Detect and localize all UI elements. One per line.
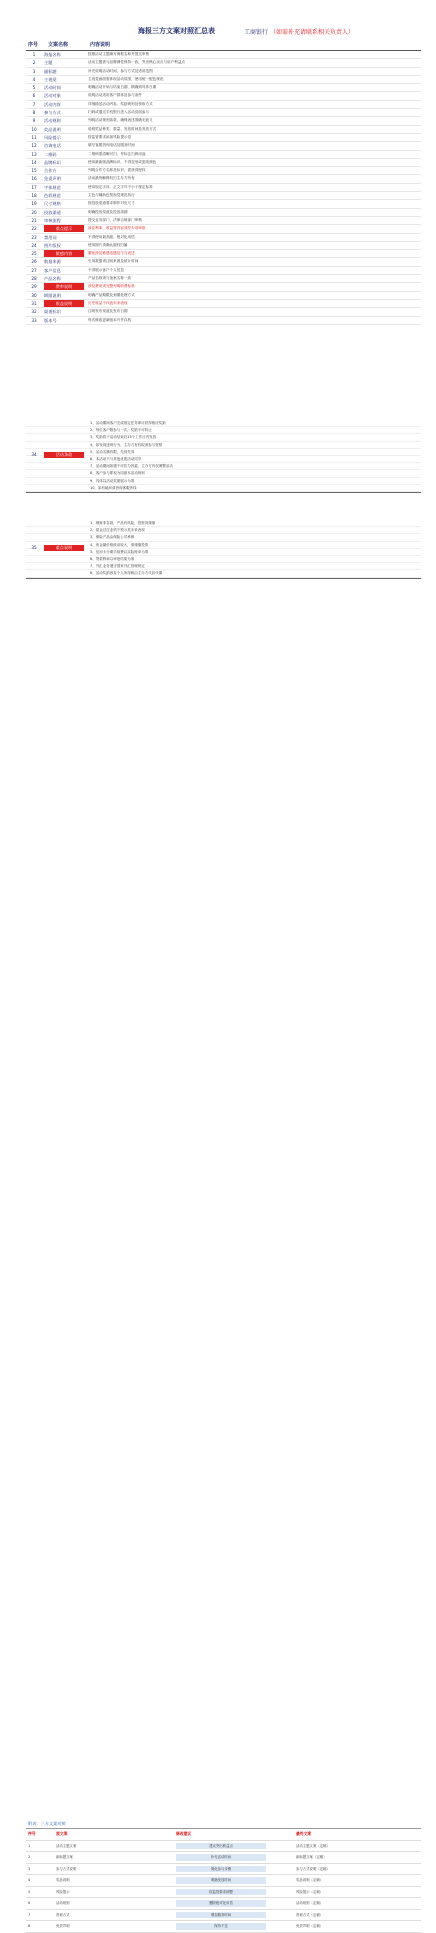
table-row [26,292,421,300]
table-header [26,40,421,51]
row-seq: 28 [31,276,37,282]
row-name: 活动时间 [44,85,61,91]
row-name: 二维码 [44,151,57,157]
row-desc: 主视觉画面需体现活动氛围，使用统一配色规范 [88,76,164,81]
comparison-cell: 副标题文案（定稿） [296,1855,327,1859]
row-seq: 6 [32,93,36,99]
section-bullet: 4、贵金属价格波动较大，请谨慎投资 [26,542,421,549]
section-bullet: 9、具体以活动页面展示为准 [26,478,421,485]
row-desc: 产品名称须与备案名称一致 [88,276,132,281]
row-name: 审核流程 [44,217,61,223]
section-bullet: 2、基金过往业绩不预示其未来表现 [26,527,421,534]
comparison-cell: 奖品说明 [56,1878,70,1882]
row-desc: 使用图片须确认版权归属 [88,242,128,247]
section-bullet: 10、如有疑问请咨询客服热线 [26,485,421,492]
row-seq: 11 [31,134,37,140]
section-block [26,420,421,492]
section-seq: 35 [31,544,37,550]
comparison-cell: 3 [28,1866,31,1871]
section-seq: 34 [31,452,37,457]
row-desc: 列明合作方名称及标识，需获得授权 [88,168,146,173]
row-seq: 20 [31,209,37,215]
row-desc: 提交业务部门、法律合规部门审核 [88,217,142,222]
column-header-name: 文案名称 [48,42,69,48]
comparison-cell: 建议突出利益点 [176,1843,266,1850]
row-desc: 使用规定字体，正文字号不小于规定标准 [88,184,153,189]
row-seq: 5 [32,85,36,91]
row-seq: 31 [31,300,37,306]
row-desc: 扫码或通过手机银行进入活动页面参与 [88,110,150,115]
row-desc: 说明活动适用客户群体及参与条件 [88,93,142,98]
table-row [26,308,421,316]
row-seq: 25 [31,251,37,257]
row-name: 客户信息 [44,267,61,273]
comparison-cell: 4 [28,1878,31,1882]
row-desc: 活动主题需与品牌调性保持一致，突出核心卖点与用户利益点 [88,60,186,65]
row-seq: 14 [31,159,37,165]
table-row [26,167,421,175]
row-name: 海报名称 [44,52,61,57]
row-name: 活动规则 [44,118,61,124]
section-activity-terms [26,420,421,493]
row-name: 费率说明 [44,283,84,290]
row-name: 敏感内容 [44,250,84,257]
row-seq: 33 [31,317,37,323]
comparison-cell: 风险提示 [56,1889,70,1894]
section-bullet: 5、活动名额有限，先到先得 [26,449,421,456]
row-name: 活动内容 [44,101,61,107]
row-desc: 明确产品期限及到期处理方式 [88,292,135,297]
row-seq: 1 [32,52,36,57]
table-row [26,258,421,266]
row-seq: 4 [32,76,36,82]
comparison-row [26,1910,421,1922]
comparison-cell: 8 [28,1924,31,1928]
row-name: 咨询电话 [44,143,61,149]
row-name: 主题 [44,60,53,66]
row-desc: 注明发布渠道及发布日期 [88,309,128,314]
row-name: 图片版权 [44,242,61,248]
table-row [26,192,421,200]
table-row [26,283,421,291]
row-name: 参与方式 [44,110,61,116]
row-desc: 填写客服咨询电话及服务时间 [88,143,135,148]
comparison-cell: 咨询方式（定稿） [296,1912,324,1917]
row-seq: 21 [31,217,37,223]
table-row [26,275,421,283]
table-row [26,126,421,134]
comparison-cell: 简化参与步骤 [176,1866,266,1873]
table-row [26,76,421,84]
row-seq: 2 [32,60,36,66]
row-name: 字体规范 [44,184,61,190]
row-seq: 16 [31,176,37,182]
column-header-desc: 内容说明 [90,42,111,48]
subtitle-text: 工商银行 [244,29,269,36]
comparison-cell: 咨询方式 [56,1912,70,1917]
row-seq: 24 [31,242,37,248]
row-seq: 23 [31,234,37,240]
column-header-seq: 序号 [28,42,39,48]
row-name: 免责声明 [44,176,61,182]
section-bullet: 5、信用卡分期手续费以实际账单为准 [26,549,421,556]
row-desc: 不得使用最高级、绝对化用语 [88,234,135,239]
row-desc: 按投放渠道要求制作对应尺寸 [88,201,135,206]
row-desc: 历史收益不代表未来表现 [88,300,128,305]
comparison-cell: 活动规则（定稿） [296,1901,324,1905]
section-bullet: 1、理财非存款，产品有风险，投资须谨慎 [26,520,421,527]
document-subtitle [244,27,354,36]
row-seq: 26 [31,259,37,265]
table-row [26,68,421,76]
row-name: 重点提示 [44,225,84,232]
section-bullet: 2、每位客户限参与一次，奖励不可转让 [26,427,421,434]
table-row [26,109,421,117]
row-desc: 不得展示客户个人信息 [88,267,124,272]
section-bullet: 6、本活动不与其他优惠活动同享 [26,456,421,463]
table-row [26,51,421,59]
row-desc: 明确投放渠道及投放周期 [88,209,128,214]
section-bullet: 8、活动奖励涉及个人所得税由主办方代扣代缴 [26,570,421,577]
row-name: 奖品说明 [44,126,61,132]
table-row [26,217,421,225]
row-name: 产品名称 [44,276,61,282]
comparison-row [26,1875,421,1887]
row-name: 尺寸规格 [44,201,61,207]
section-key-notes [26,520,421,579]
table-row [26,134,421,142]
row-desc: 涉及费用须完整列明收费标准 [88,284,135,289]
row-seq: 15 [31,168,37,174]
comparison-row [26,1898,421,1910]
section-bullet: 3、奖励将于活动结束后15个工作日内发放 [26,434,421,441]
comparison-header-row [26,1829,421,1841]
row-seq: 12 [31,143,37,149]
subtitle-note: （如需补充请联系相关负责人） [269,29,354,36]
row-desc: 按照活动主题填写海报名称并提交审核 [88,52,150,56]
row-name: 版本号 [44,317,57,323]
comparison-cell: 补充活动时间 [176,1854,266,1861]
section-bullet: 4、如发现违规行为，主办方有权取消参与资格 [26,442,421,449]
table-row [26,84,421,92]
row-seq: 13 [31,151,37,157]
comparison-column-header: 序号 [28,1831,36,1836]
document-title: 海报三方文案对照汇总表 [138,27,215,35]
table-row [26,209,421,217]
row-name: 投放渠道 [44,209,61,215]
row-name: 数据来源 [44,259,61,265]
table-row [26,200,421,208]
row-desc: 引用数据须注明来源及统计时间 [88,259,139,264]
row-seq: 32 [31,309,37,315]
comparison-cell: 按监管要求调整 [176,1889,266,1896]
comparison-row [26,1841,421,1853]
comparison-cell: 风险提示（定稿） [296,1889,324,1894]
comparison-table-title: 附表：三方文案对照 [26,1820,421,1829]
comparison-cell: 5 [28,1889,31,1894]
section-bullet: 3、保险产品由保险公司承保 [26,534,421,541]
row-desc: 每次修改更新版本号并存档 [88,317,132,322]
section-label: 活动条款 [44,452,84,458]
table-row [26,184,421,192]
table-row [26,117,421,125]
comparison-column-header: 最终文案 [296,1831,312,1836]
row-desc: 主色与辅助色按视觉规范执行 [88,193,135,198]
section-bullet: 7、活动期间如遇不可抗力因素，主办方有权调整活动 [26,463,421,470]
table-row [26,175,421,183]
row-desc: 活动最终解释权归主办方所有 [88,176,135,181]
comparison-cell: 免责声明（定稿） [296,1924,324,1928]
comparison-cell: 副标题文案 [56,1855,73,1859]
table-row [26,151,421,159]
comparison-cell: 1 [28,1843,31,1848]
comparison-cell: 2 [28,1855,31,1859]
row-seq: 18 [31,193,37,199]
row-name: 风险提示 [44,134,61,140]
table-row [26,101,421,109]
row-desc: 使用最新版品牌标识，不得变形或更改颜色 [88,159,157,164]
row-name: 期限说明 [44,292,61,298]
row-seq: 19 [31,201,37,207]
table-row [26,317,421,325]
comparison-cell: 7 [28,1912,31,1917]
table-row [26,234,421,242]
row-name: 渠道标识 [44,309,61,315]
row-name: 收益说明 [44,300,84,307]
comparison-cell: 保持不变 [176,1923,266,1930]
section-block [26,520,421,578]
comparison-cell: 活动主题文案 [56,1843,77,1848]
table-row [26,142,421,150]
comparison-cell: 明确发放时间 [176,1877,266,1884]
comparison-cell: 6 [28,1901,31,1905]
row-name: 品牌标识 [44,159,61,165]
comparison-table [26,1820,421,1933]
table-row [26,250,421,258]
row-desc: 涉及利率、收益等内容须经专项审批 [88,226,146,231]
comparison-cell: 奖品说明（定稿） [296,1878,324,1882]
section-bullet: 8、客户参与即视为同意本活动规则 [26,470,421,477]
comparison-cell: 增加服务时间 [176,1912,266,1919]
table-row [26,225,421,233]
row-seq: 22 [31,226,37,232]
section-divider [26,578,421,579]
row-desc: 说明奖品种类、数量、发放时间及发放方式 [88,126,157,131]
row-desc: 补充说明活动时间、参与方式及适用范围 [88,68,153,73]
row-seq: 27 [31,267,37,273]
row-name: 活动对象 [44,93,61,99]
comparison-row [26,1852,421,1864]
row-desc: 按监管要求添加风险提示语 [88,134,132,139]
section-divider [26,492,421,493]
row-name: 色彩规范 [44,193,61,199]
comparison-cell: 活动规则 [56,1901,70,1905]
comparison-cell: 免责声明 [56,1924,70,1928]
row-desc: 明确活动开始与结束日期，精确到具体日期 [88,85,157,90]
main-table-body [26,51,421,325]
row-seq: 10 [31,126,37,132]
row-name: 禁用词 [44,234,57,240]
row-seq: 8 [32,110,36,116]
comparison-row [26,1887,421,1899]
comparison-cell: 参与方式说明（定稿） [296,1866,330,1871]
table-row [26,159,421,167]
row-name: 副标题 [44,68,57,74]
table-row [26,242,421,250]
comparison-column-header: 修改建议 [176,1831,192,1836]
comparison-cell: 活动主题文案（定稿） [296,1843,330,1848]
table-row [26,300,421,308]
row-seq: 17 [31,184,37,190]
row-desc: 二维码需清晰可扫，并标注扫码用途 [88,151,146,156]
section-bullet: 1、活动期间客户完成指定任务即可获得相应奖励 [26,420,421,427]
table-row [26,59,421,67]
row-seq: 3 [32,68,36,74]
comparison-cell: 删除绝对化用语 [176,1900,266,1907]
section-label: 重点说明 [44,545,84,551]
row-desc: 避免涉及敏感话题及不当表述 [88,251,135,256]
row-name: 主视觉 [44,76,57,82]
row-desc: 列明活动规则条款，确保表述准确无歧义 [88,118,153,123]
comparison-cell: 参与方式说明 [56,1866,77,1871]
table-row [26,267,421,275]
section-bullet: 6、贷款利率以审批结果为准 [26,556,421,563]
row-seq: 7 [32,101,36,107]
comparison-column-header: 原文案 [56,1831,68,1836]
row-seq: 29 [31,284,37,290]
row-seq: 30 [31,292,37,298]
comparison-row [26,1921,421,1933]
section-bullet: 7、外汇业务遵守国家外汇管理规定 [26,563,421,570]
row-desc: 详细描述活动内容、奖励规则及领取方式 [88,101,153,106]
comparison-row [26,1864,421,1876]
document-title-bar [0,26,436,40]
row-name: 合作方 [44,168,57,174]
row-seq: 9 [32,118,36,124]
table-row [26,92,421,100]
